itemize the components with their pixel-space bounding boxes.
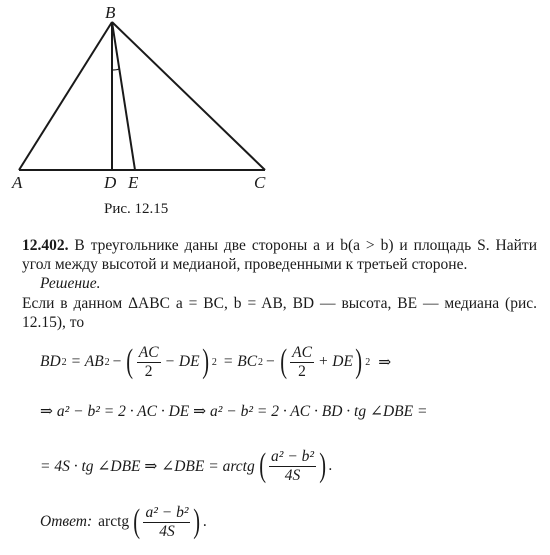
median-be — [112, 22, 135, 170]
period: . — [202, 513, 207, 530]
angle-dbe-mark — [112, 69, 119, 70]
period: . — [328, 457, 333, 474]
answer-line — [40, 500, 207, 544]
frac-den: 2 — [298, 362, 306, 380]
eq-ab: = AB — [70, 353, 104, 370]
equation-line-3 — [40, 444, 332, 488]
frac-den: 4S — [159, 522, 175, 540]
label-a: A — [12, 173, 23, 192]
paren-close: ) — [355, 343, 362, 380]
paren-close: ) — [193, 503, 201, 540]
label-b: B — [105, 3, 116, 22]
side-bc — [112, 22, 265, 170]
frac-den: 2 — [144, 362, 153, 380]
eq-bd: BD — [40, 353, 61, 370]
answer-fraction — [143, 505, 190, 540]
frac-num: a² − b² — [271, 447, 315, 465]
problem-statement — [22, 236, 537, 274]
eq-bc: = BC — [222, 353, 258, 370]
eq-sup: 2 — [365, 356, 371, 368]
implies-arrow: ⇒ — [378, 353, 392, 371]
eq-plus-de: + DE — [317, 353, 353, 370]
paren-open: ( — [126, 343, 134, 380]
solution-text: Если в данном ΔABC a = BC, b = AB, BD — высота, BE — медиана (рис. 12.15), то — [22, 295, 537, 331]
eq-sup: 2 — [211, 356, 217, 368]
paren-close: ) — [201, 343, 209, 380]
equation-line-2 — [40, 402, 427, 421]
fraction-ac-2 — [137, 345, 161, 380]
problem-text: В треугольнике даны две стороны a и b(a > b) и площадь S. Найти угол между высотой и медианой, проведенными к третьей стороне. — [22, 237, 537, 273]
fraction-result — [269, 449, 316, 484]
label-d: D — [104, 173, 117, 192]
answer-label: Ответ: — [40, 513, 93, 530]
answer-func: arctg — [98, 513, 130, 530]
eq-line-2-text: ⇒ a² − b² = 2 · AC · DE ⇒ a² − b² = 2 · AC · BD · tg ∠DBE = — [40, 403, 428, 420]
equation-line-1 — [40, 342, 391, 382]
eq-minus: − — [266, 353, 275, 370]
triangle-figure — [0, 0, 550, 230]
eq-sup: 2 — [61, 356, 67, 368]
figure-caption: Рис. 12.15 — [104, 201, 169, 217]
eq-minus-de: − DE — [164, 353, 200, 370]
label-c: C — [254, 173, 266, 192]
problem-number: 12.402. — [22, 237, 69, 254]
eq-sup: 2 — [258, 356, 264, 368]
paren-open: ( — [258, 447, 266, 484]
solution-label: Решение. — [40, 275, 101, 292]
eq-minus: − — [112, 353, 122, 370]
frac-den: 4S — [284, 466, 301, 484]
fraction-ac-2 — [290, 345, 314, 380]
label-e: E — [128, 173, 139, 192]
paren-open: ( — [133, 503, 141, 540]
side-ab — [19, 22, 112, 170]
paren-close: ) — [319, 447, 327, 484]
frac-num: AC — [292, 343, 312, 361]
frac-num: a² − b² — [145, 503, 189, 521]
frac-num: AC — [138, 343, 159, 361]
eq-line-3-text: = 4S · tg ∠DBE ⇒ ∠DBE = arctg — [40, 457, 255, 475]
paren-open: ( — [280, 343, 287, 380]
eq-sup: 2 — [104, 356, 110, 368]
